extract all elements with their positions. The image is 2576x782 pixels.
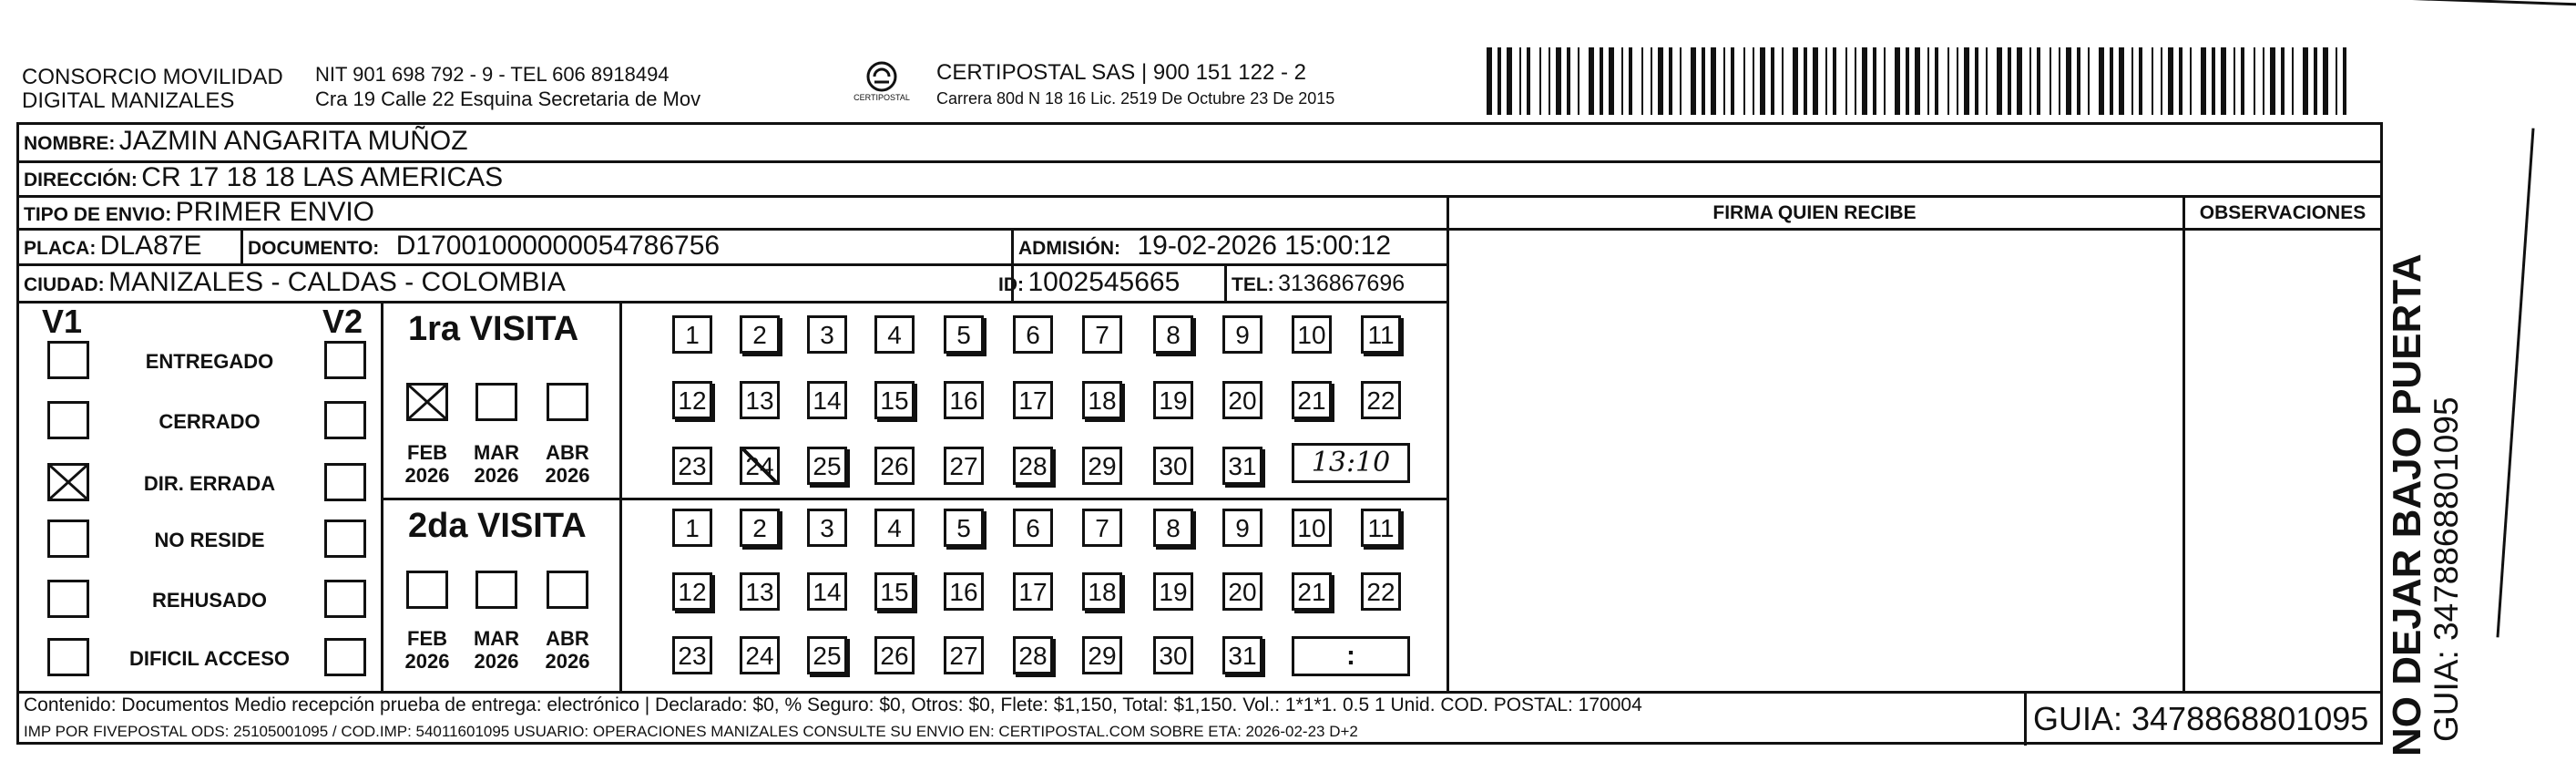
- day-box[interactable]: 20: [1222, 572, 1262, 611]
- barcode-bar: [1986, 47, 1988, 115]
- month-year: 2026: [545, 650, 590, 673]
- visit1-time-box[interactable]: 13:10: [1292, 443, 1410, 483]
- month-checkbox[interactable]: [547, 383, 588, 421]
- v2-checkbox[interactable]: [324, 401, 366, 439]
- day-box[interactable]: 22: [1361, 381, 1401, 419]
- barcode-bar: [1498, 47, 1501, 115]
- month-label: [399, 627, 455, 673]
- barcode-bar: [2050, 47, 2051, 115]
- barcode-bar: [2037, 47, 2040, 115]
- barcode-bar: [1862, 47, 1867, 115]
- barcode-bar: [2190, 47, 2192, 115]
- barcode-bar: [2336, 47, 2337, 115]
- month-name: ABR: [546, 441, 589, 464]
- barcode-bar: [1813, 47, 1818, 115]
- barcode-bar: [2066, 47, 2071, 115]
- day-box[interactable]: 4: [874, 315, 915, 354]
- admission-value: 19-02-2026 15:00:12: [1137, 231, 1392, 261]
- barcode-bar: [1804, 47, 1807, 115]
- barcode-bar: [1507, 47, 1512, 115]
- day-box[interactable]: 16: [944, 381, 984, 419]
- month-label: [468, 627, 525, 673]
- barcode-bar: [1884, 47, 1886, 115]
- barcode-bar: [2303, 47, 2308, 115]
- barcode-bar: [1723, 47, 1725, 115]
- recipient-address: CR 17 18 18 LAS AMERICAS: [141, 162, 504, 192]
- month-name: FEB: [407, 627, 447, 650]
- day-box[interactable]: 7: [1082, 509, 1122, 547]
- day-box[interactable]: 28: [1013, 636, 1053, 674]
- day-box[interactable]: 8: [1153, 315, 1193, 354]
- month-year: 2026: [404, 464, 450, 487]
- month-label: [539, 441, 596, 487]
- day-box[interactable]: 23: [672, 447, 712, 485]
- barcode-bar: [1753, 47, 1754, 115]
- day-box[interactable]: 1: [672, 509, 712, 547]
- barcode-bar: [1975, 47, 1978, 115]
- status-label: DIFICIL ACCESO: [128, 647, 290, 670]
- barcode-bar: [1711, 47, 1716, 115]
- barcode-bar: [2292, 47, 2294, 115]
- month-checkbox[interactable]: [406, 383, 448, 421]
- day-box[interactable]: 25: [807, 447, 847, 485]
- barcode-bar: [2131, 47, 2133, 115]
- v1-checkbox[interactable]: [47, 520, 89, 558]
- document-field: [248, 231, 720, 262]
- city-label: CIUDAD:: [24, 274, 105, 295]
- plate-label: PLACA:: [24, 238, 97, 259]
- day-box[interactable]: 19: [1153, 572, 1193, 611]
- barcode-bar: [1957, 47, 1958, 115]
- courier-line-2: Carrera 80d N 18 16 Lic. 2519 De Octubre 23 De 2015: [936, 89, 1335, 108]
- v1-checkbox[interactable]: [47, 401, 89, 439]
- barcode-bar: [1527, 47, 1530, 115]
- status-label: NO RESIDE: [154, 529, 265, 551]
- barcode-bar: [2119, 47, 2124, 115]
- day-box[interactable]: 8: [1153, 509, 1193, 547]
- company-line-2: DIGITAL MANIZALES: [22, 88, 235, 113]
- certipostal-logo-icon: [854, 57, 909, 111]
- courier-line-1: CERTIPOSTAL SAS | 900 151 122 - 2: [936, 60, 1306, 85]
- company-line-1: CONSORCIO MOVILIDAD: [22, 65, 283, 89]
- month-checkbox[interactable]: [475, 383, 517, 421]
- v2-checkbox[interactable]: [324, 520, 366, 558]
- admission-label: ADMISIÓN:: [1018, 238, 1120, 259]
- v2-checkbox[interactable]: [324, 638, 366, 676]
- barcode-bar: [2254, 47, 2255, 115]
- signature-label: FIRMA QUIEN RECIBE: [1712, 202, 1917, 223]
- day-box[interactable]: 6: [1013, 509, 1053, 547]
- barcode-bar: [1743, 47, 1745, 115]
- barcode-bar: [1915, 47, 1920, 115]
- barcode-bar: [1845, 47, 1847, 115]
- barcode-bar: [2099, 47, 2104, 115]
- day-box[interactable]: 29: [1082, 447, 1122, 485]
- day-box[interactable]: 15: [874, 381, 915, 419]
- barcode-bar: [2343, 47, 2346, 115]
- admission-field: [1018, 231, 1391, 262]
- barcode-bar: [2008, 47, 2011, 115]
- day-box[interactable]: 20: [1222, 381, 1262, 419]
- side-guia-number: GUIA: 3478868801095: [2428, 396, 2465, 742]
- barcode-bar: [2270, 47, 2275, 115]
- day-box[interactable]: 22: [1361, 572, 1401, 611]
- day-box[interactable]: 6: [1013, 315, 1053, 354]
- v2-checkbox[interactable]: [324, 463, 366, 501]
- barcode-bar: [1578, 47, 1579, 115]
- shipment-contents: Contenido: Documentos Medio recepción prueba de entrega: electrónico | Declarado: $0, % Seguro: $0, Otros: $0, Flete: $1,150, Total: $1,150. Vol.: 1*1*1. 0.5 1 Unid. COD. POSTAL: 170004: [24, 695, 1642, 715]
- day-box[interactable]: 31: [1222, 447, 1262, 485]
- barcode-bar: [2077, 47, 2080, 115]
- day-box[interactable]: 13: [740, 381, 780, 419]
- send-type-row: [24, 197, 374, 228]
- v2-checkbox[interactable]: [324, 341, 366, 379]
- recipient-name: JAZMIN ANGARITA MUÑOZ: [118, 126, 468, 156]
- month-label: [468, 441, 525, 487]
- barcode-bar: [1519, 47, 1521, 115]
- barcode-bar: [2221, 47, 2226, 115]
- day-box[interactable]: 23: [672, 636, 712, 674]
- barcode-bar: [1771, 47, 1774, 115]
- barcode-bar: [1760, 47, 1765, 115]
- day-box[interactable]: 17: [1013, 572, 1053, 611]
- city-field: [24, 267, 566, 298]
- barcode-bar: [1895, 47, 1900, 115]
- company-contact: [315, 62, 700, 111]
- v1-checkbox[interactable]: [47, 463, 89, 501]
- day-box[interactable]: 24: [740, 636, 780, 674]
- barcode-bar: [2059, 47, 2060, 115]
- barcode-bar: [2212, 47, 2215, 115]
- day-box[interactable]: 18: [1082, 572, 1122, 611]
- barcode-bar: [1658, 47, 1663, 115]
- day-box[interactable]: 18: [1082, 381, 1122, 419]
- day-box[interactable]: 11: [1361, 315, 1401, 354]
- printing-info: IMP POR FIVEPOSTAL ODS: 25105001095 / COD.IMP: 54011601095 USUARIO: OPERACIONES MANIZALES CONSULTE SU ENVIO EN: CERTIPOSTAL.COM SOBRE ETA: 2026-02-23 D+2: [24, 723, 1358, 740]
- barcode-bar: [1833, 47, 1836, 115]
- logo-text: CERTIPOSTAL: [854, 93, 910, 102]
- barcode-bar: [2241, 47, 2244, 115]
- status-label: ENTREGADO: [145, 350, 274, 373]
- barcode-bar: [1927, 47, 1929, 115]
- send-type-label: TIPO DE ENVIO:: [24, 204, 172, 225]
- signature-area[interactable]: [1450, 232, 2181, 689]
- barcode-bar: [1964, 47, 1969, 115]
- courier-info: [936, 60, 1334, 108]
- day-box[interactable]: 29: [1082, 636, 1122, 674]
- day-box[interactable]: 4: [874, 509, 915, 547]
- month-year: 2026: [474, 650, 519, 673]
- day-box[interactable]: 12: [672, 572, 712, 611]
- name-label: NOMBRE:: [24, 133, 116, 154]
- day-box[interactable]: 25: [807, 636, 847, 674]
- barcode-bar: [1702, 47, 1705, 115]
- document-value: D17001000000054786756: [395, 231, 721, 261]
- day-box[interactable]: 3: [807, 509, 847, 547]
- tel-value: 3136867696: [1278, 271, 1406, 296]
- barcode-bar: [2152, 47, 2153, 115]
- day-box[interactable]: 9: [1222, 315, 1262, 354]
- month-name: FEB: [407, 441, 447, 464]
- document-label: DOCUMENTO:: [248, 238, 380, 259]
- barcode-bar: [2110, 47, 2113, 115]
- id-field: [998, 267, 1180, 298]
- send-type: PRIMER ENVIO: [175, 197, 375, 227]
- barcode-bar: [1669, 47, 1672, 115]
- barcode-bar: [1629, 47, 1632, 115]
- day-box[interactable]: 13: [740, 572, 780, 611]
- barcode-bar: [2234, 47, 2235, 115]
- barcode-bar: [1691, 47, 1696, 115]
- barcode-bar: [1600, 47, 1603, 115]
- nit-line: NIT 901 698 792 - 9 - TEL 606 8918494: [315, 63, 670, 86]
- recipient-address-row: [24, 162, 503, 193]
- day-box[interactable]: 1: [672, 315, 712, 354]
- day-box[interactable]: 3: [807, 315, 847, 354]
- barcode-bar: [1947, 47, 1949, 115]
- plate-value: DLA87E: [99, 231, 202, 261]
- day-box[interactable]: 30: [1153, 447, 1193, 485]
- barcode-bar: [2017, 47, 2022, 115]
- id-label: ID:: [998, 274, 1024, 295]
- barcode-bar: [1487, 47, 1492, 115]
- day-box[interactable]: 21: [1292, 381, 1332, 419]
- guia-number: GUIA: 3478868801095: [2033, 700, 2369, 737]
- month-year: 2026: [404, 650, 450, 673]
- day-box[interactable]: 17: [1013, 381, 1053, 419]
- barcode-bar: [1609, 47, 1614, 115]
- status-label: DIR. ERRADA: [143, 472, 276, 495]
- barcode-bar: [2323, 47, 2328, 115]
- barcode-bar: [1825, 47, 1827, 115]
- month-year: 2026: [545, 464, 590, 487]
- observations-label: OBSERVACIONES: [2199, 202, 2366, 223]
- plate-field: [24, 231, 202, 262]
- barcode-bar: [1556, 47, 1561, 115]
- barcode-bar: [1567, 47, 1570, 115]
- barcode-bar: [1680, 47, 1682, 115]
- barcode-bar: [2281, 47, 2285, 115]
- v2-label: V2: [322, 303, 363, 340]
- tel-field: [1232, 271, 1405, 297]
- month-name: MAR: [473, 627, 520, 650]
- barcode-bar: [1873, 47, 1876, 115]
- barcode-bar: [2029, 47, 2031, 115]
- v1-label: V1: [42, 303, 83, 340]
- barcode-bar: [1539, 47, 1541, 115]
- day-box[interactable]: 27: [944, 636, 984, 674]
- status-label: REHUSADO: [152, 589, 267, 612]
- barcode-bar: [2139, 47, 2142, 115]
- day-box[interactable]: 10: [1292, 315, 1332, 354]
- barcode-bar: [2088, 47, 2090, 115]
- barcode-bar: [2161, 47, 2162, 115]
- day-box[interactable]: 12: [672, 381, 712, 419]
- day-box[interactable]: 14: [807, 381, 847, 419]
- certipostal-logo: [854, 57, 909, 111]
- day-box[interactable]: 26: [874, 447, 915, 485]
- day-box[interactable]: 30: [1153, 636, 1193, 674]
- first-visit-title: 1ra VISITA: [408, 310, 579, 348]
- month-label: [539, 627, 596, 673]
- barcode-bar: [1589, 47, 1594, 115]
- month-year: 2026: [474, 464, 519, 487]
- barcode-bar: [1997, 47, 2002, 115]
- barcode-bar: [2179, 47, 2182, 115]
- do-not-leave-warning: NO DEJAR BAJO PUERTA: [2385, 253, 2429, 756]
- day-box[interactable]: 9: [1222, 509, 1262, 547]
- day-box[interactable]: 15: [874, 572, 915, 611]
- barcode-icon: [1485, 47, 2359, 115]
- day-box[interactable]: 16: [944, 572, 984, 611]
- recipient-name-row: [24, 126, 468, 157]
- month-checkbox[interactable]: [406, 571, 448, 609]
- day-box[interactable]: 5: [944, 509, 984, 547]
- barcode-bar: [2314, 47, 2317, 115]
- month-name: MAR: [473, 441, 520, 464]
- company-name: [22, 66, 283, 113]
- barcode-bar: [1793, 47, 1798, 115]
- observations-area[interactable]: [2186, 232, 2381, 689]
- day-box[interactable]: 11: [1361, 509, 1401, 547]
- day-box[interactable]: 26: [874, 636, 915, 674]
- address-label: DIRECCIÓN:: [24, 170, 138, 190]
- barcode-bar: [1651, 47, 1652, 115]
- day-box[interactable]: 2: [740, 509, 780, 547]
- side-text: [2387, 253, 2465, 756]
- barcode-bar: [1621, 47, 1623, 115]
- month-checkbox[interactable]: [547, 571, 588, 609]
- id-value: 1002545665: [1027, 267, 1181, 297]
- tel-label: TEL:: [1232, 274, 1274, 295]
- day-box[interactable]: 27: [944, 447, 984, 485]
- paper-edge-top: [2405, 0, 2576, 15]
- v2-checkbox[interactable]: [324, 580, 366, 618]
- month-checkbox[interactable]: [475, 571, 517, 609]
- paper-edge-right: [2496, 129, 2534, 638]
- day-box[interactable]: 5: [944, 315, 984, 354]
- barcode-bar: [1782, 47, 1784, 115]
- v1-checkbox[interactable]: [47, 638, 89, 676]
- day-box[interactable]: 31: [1222, 636, 1262, 674]
- barcode-bar: [1855, 47, 1856, 115]
- day-box[interactable]: 19: [1153, 381, 1193, 419]
- barcode-bar: [1906, 47, 1909, 115]
- day-box[interactable]: 28: [1013, 447, 1053, 485]
- day-box[interactable]: 21: [1292, 572, 1332, 611]
- month-label: [399, 441, 455, 487]
- barcode-bar: [2168, 47, 2173, 115]
- day-box[interactable]: 24: [740, 447, 780, 485]
- second-visit-title: 2da VISITA: [408, 507, 587, 545]
- city-value: MANIZALES - CALDAS - COLOMBIA: [108, 267, 566, 297]
- barcode-bar: [2263, 47, 2264, 115]
- day-box[interactable]: 10: [1292, 509, 1332, 547]
- day-box[interactable]: 14: [807, 572, 847, 611]
- visit2-time-box[interactable]: :: [1292, 636, 1410, 676]
- company-address-line: Cra 19 Calle 22 Esquina Secretaria de Mov: [315, 87, 701, 110]
- day-box[interactable]: 7: [1082, 315, 1122, 354]
- v1-checkbox[interactable]: [47, 580, 89, 618]
- day-box[interactable]: 2: [740, 315, 780, 354]
- status-label: CERRADO: [158, 410, 261, 433]
- barcode-bar: [1731, 47, 1734, 115]
- barcode-bar: [1641, 47, 1643, 115]
- v1-checkbox[interactable]: [47, 341, 89, 379]
- barcode-bar: [1935, 47, 1938, 115]
- month-name: ABR: [546, 627, 589, 650]
- barcode-bar: [2201, 47, 2206, 115]
- barcode-bar: [1549, 47, 1550, 115]
